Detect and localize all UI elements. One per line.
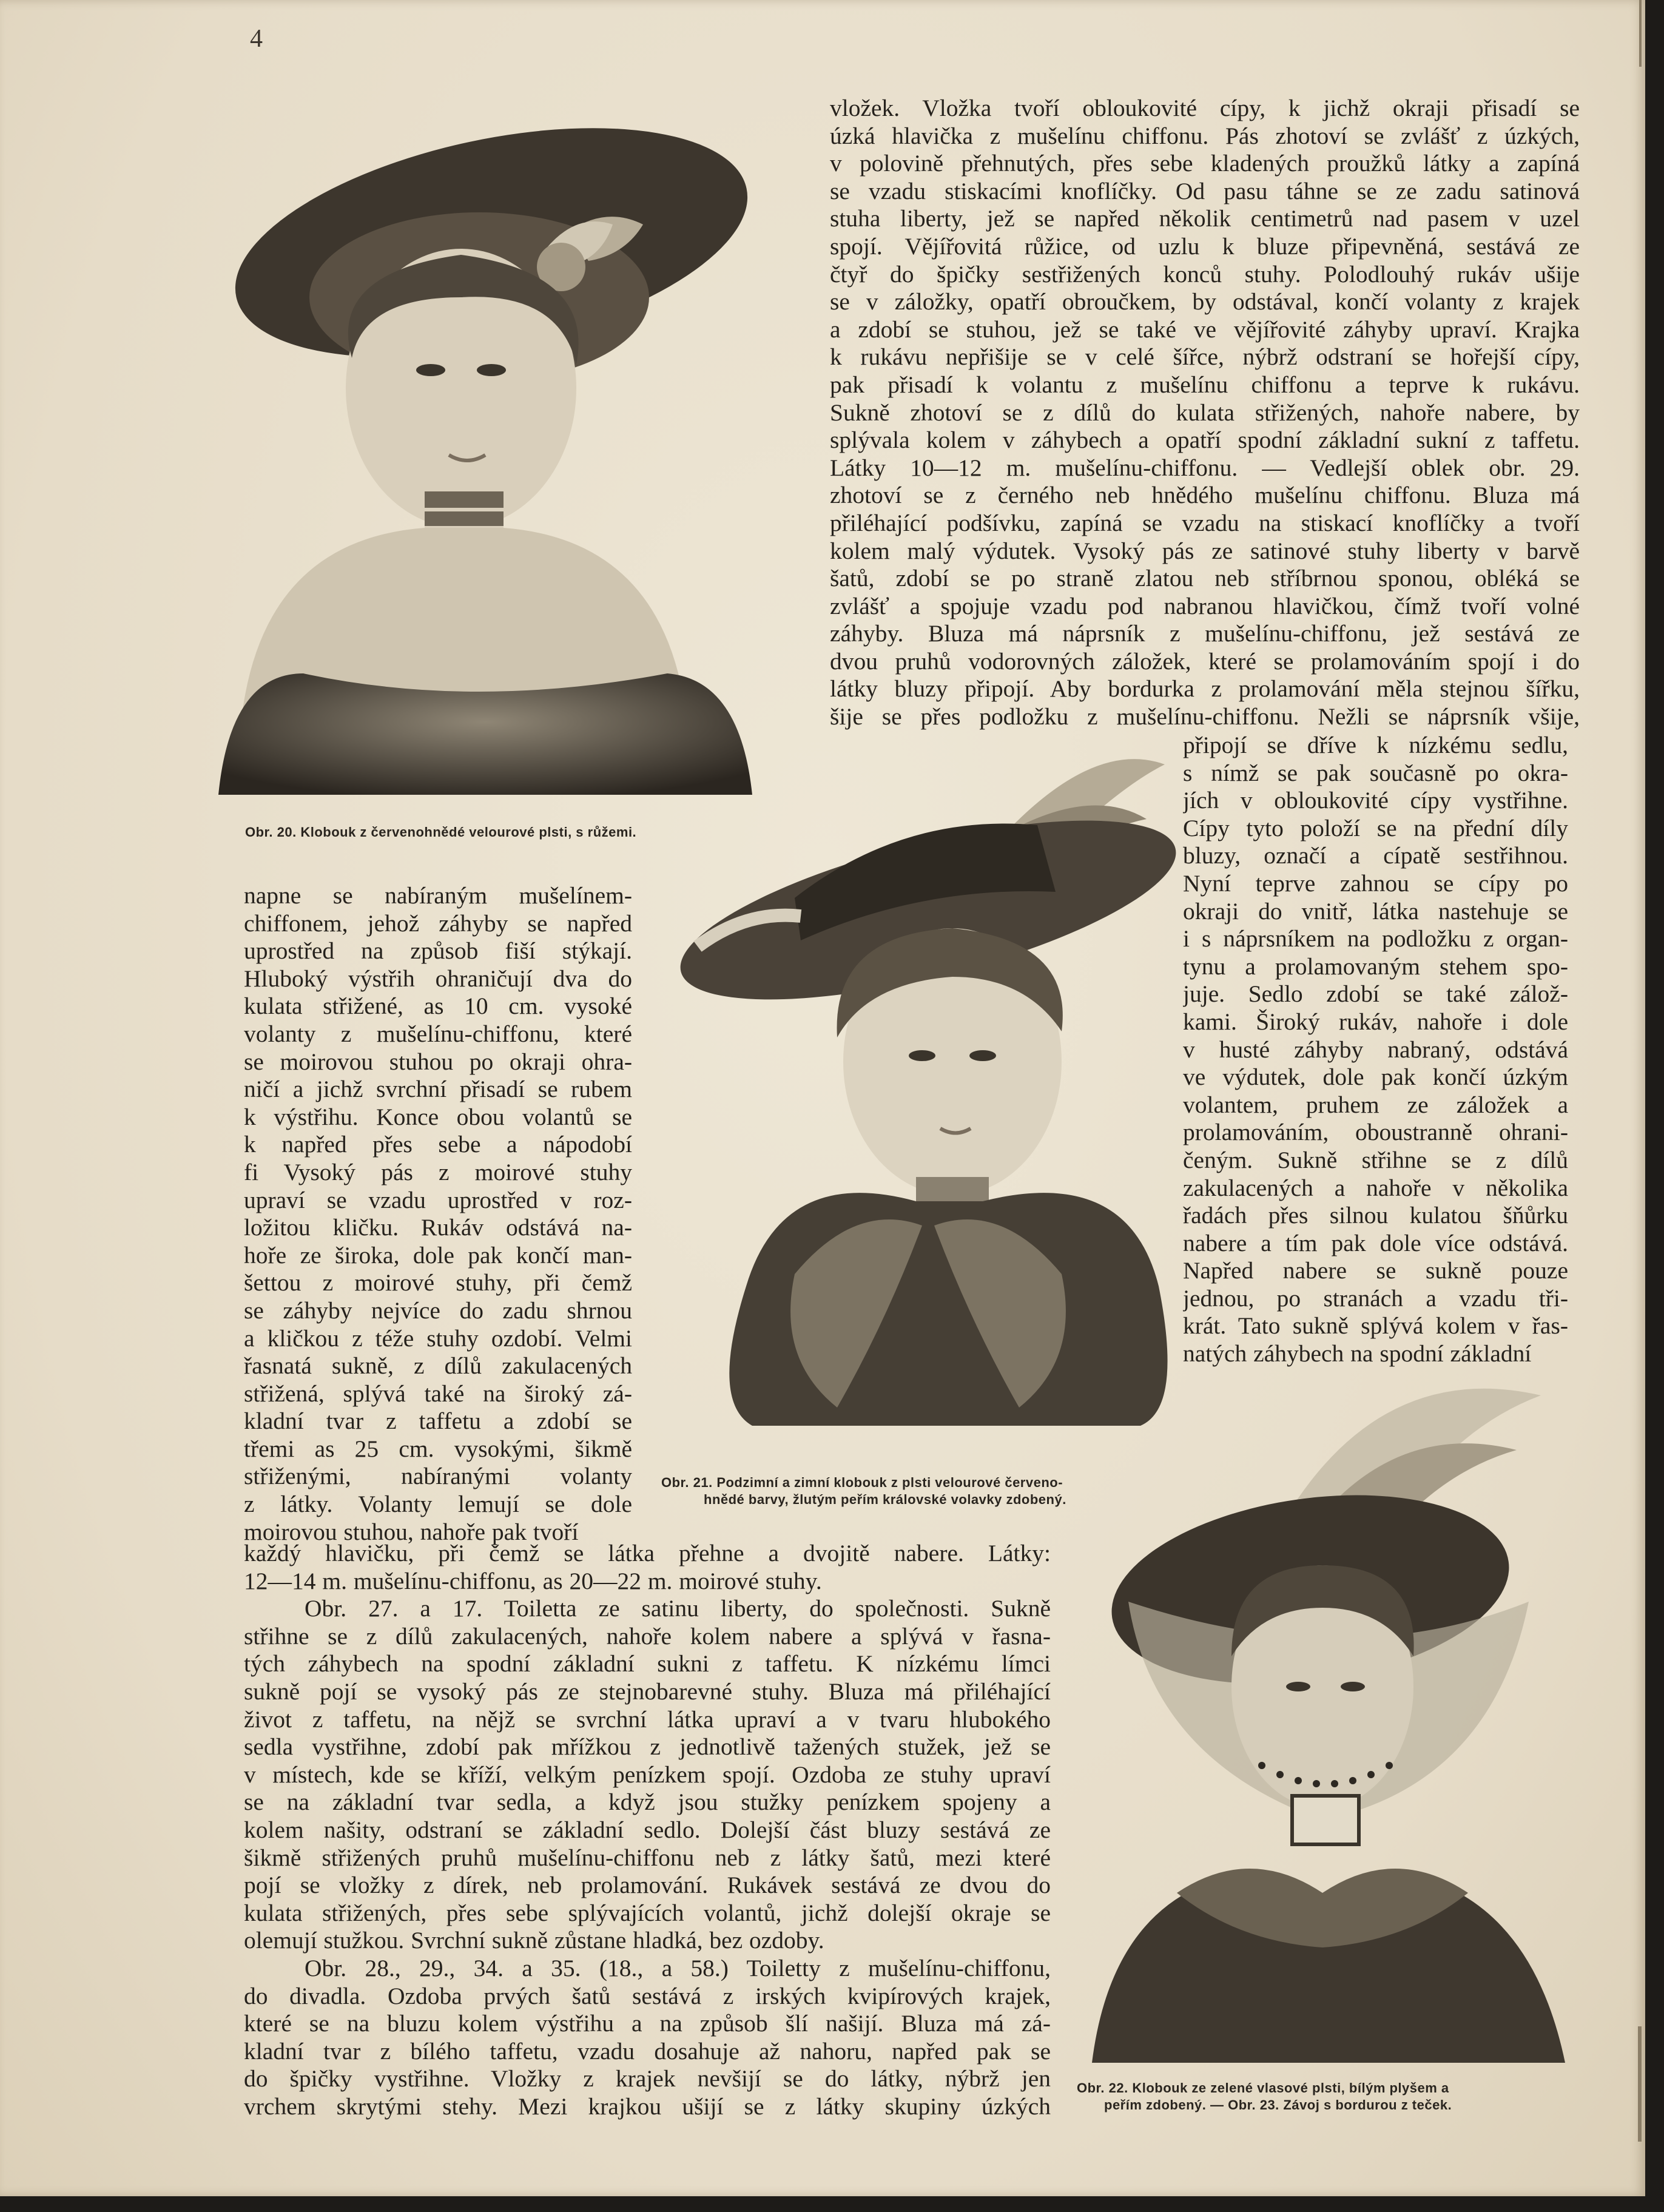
text-line: uprostřed na způsob fiší stýkají. (244, 937, 632, 965)
text-line: moirovou stuhou, nahoře pak tvoří (244, 1518, 579, 1545)
text-line: střižená, splývá také na široký zá- (244, 1380, 632, 1407)
figure-20-illustration (206, 103, 764, 795)
text-line: tynu a prolamovaným stehem spo- (1183, 953, 1568, 980)
text-line: kami. Široký rukáv, nahoře i dole (1183, 1008, 1568, 1035)
text-line: střihne se z dílů zakulacených, nahoře kolem nabere a splývá v řasna- (244, 1622, 1051, 1650)
text-line: bluzy, označí a cípatě sestřihnou. (1183, 842, 1568, 869)
text-line: Obr. 27. a 17. Toiletta ze satinu liberty, do společnosti. Sukně (305, 1595, 1051, 1622)
text-line: látky bluzy připojí. Aby bordurka z prolamování měla stejnou šířku, (830, 675, 1580, 703)
text-line: krát. Tato sukně splývá kolem v řas- (1183, 1312, 1568, 1340)
text-line: řadách přes silnou kulatou šňůrku (1183, 1202, 1568, 1229)
page-edge-mark (1639, 0, 1642, 67)
text-line: i s náprsníkem na podložku z organ- (1183, 925, 1568, 953)
text-line: čtyř do špičky sestřižených konců stuhy. Polodlouhý rukáv ušije (830, 260, 1580, 288)
text-line: přiléhající podšívku, zapíná se vzadu na stiskací knoflíčky a tvoří (830, 509, 1580, 536)
text-line: do divadla. Ozdoba prvých šatů sestává z irských kvipírových krajek, (244, 1982, 1051, 2009)
text-line: kladní tvar z taffetu a zdobí se (244, 1408, 632, 1435)
text-line: 12—14 m. mušelínu-chiffonu, as 20—22 m. moirové stuhy. (244, 1567, 822, 1594)
text-line: a kličkou z téže stuhy ozdobí. Velmi (244, 1324, 632, 1352)
text-line: se vzadu stiskacími knoflíčky. Od pasu táhne se ze zadu satinová (830, 177, 1580, 204)
text-line: šatů, zdobí se po straně zlatou neb stříbrnou sponou, obléká se (830, 565, 1580, 592)
text-line: Napřed nabere se sukně pouze (1183, 1257, 1568, 1284)
text-line: v polovině přehnutých, přes sebe kladených proužků látky a zapíná (830, 150, 1580, 177)
text-line: sedla vystřihne, zdobí pak mřížkou z jednotlivě tažených stužek, jež se (244, 1733, 1051, 1761)
text-line: chiffonem, jehož záhyby se napřed (244, 909, 632, 937)
text-line: fi Vysoký pás z moirové stuhy (244, 1158, 632, 1185)
text-line: se v záložky, opatří obroučkem, by odstával, končí volanty z krajek (830, 288, 1580, 315)
text-line: natých záhybech na spodní základní (1183, 1340, 1532, 1367)
text-line: volanty z mušelínu-chiffonu, které (244, 1020, 632, 1047)
figure-22-caption-line1: Obr. 22. Klobouk ze zelené vlasové plsti, bílým plyšem a (1077, 2080, 1449, 2096)
text-line: jednou, po stranách a vzadu tři- (1183, 1284, 1568, 1312)
text-line: kolem našity, odstraní se základní sedlo. Dolejší část bluzy sestává ze (244, 1816, 1051, 1843)
text-line: řasnatá sukně, z dílů zakulacených (244, 1352, 632, 1380)
text-line: zhotoví se z černého neb hnědého mušelínu chiffonu. Bluza má (830, 482, 1580, 509)
text-line: Nyní teprve zahnou se cípy po (1183, 869, 1568, 897)
text-line: sukně pojí se vysoký pás ze stejnobarevné stuhy. Bluza má přiléhající (244, 1678, 1051, 1705)
text-line: se záhyby nejvíce do zadu shrnou (244, 1297, 632, 1324)
text-line: napne se nabíraným mušelínem- (244, 882, 632, 909)
text-line: každý hlavičku, při čemž se látka přehne a dvojitě nabere. Látky: (244, 1540, 1051, 1566)
text-line: k výstřihu. Konce obou volantů se (244, 1103, 632, 1130)
text-line: kulata střižených, přes sebe splývajících volantů, jichž dolejší okraje se (244, 1899, 1051, 1926)
text-line: upraví se vzadu uprostřed v roz- (244, 1186, 632, 1213)
text-line: šettou z moirové stuhy, při čemž (244, 1269, 632, 1297)
text-line: zvlášť a spojuje vzadu pod nabranou hlavičkou, čímž tvoří volné (830, 592, 1580, 619)
text-line: Látky 10—12 m. mušelínu-chiffonu. — Vedlejší oblek obr. 29. (830, 454, 1580, 481)
text-line: z látky. Volanty lemují se dole (244, 1491, 632, 1518)
figure-21-caption-line2: hnědé barvy, žlutým peřím královské volavky zdobený. (704, 1492, 1066, 1507)
text-line: k rukávu nepřišije se v celé šířce, nýbrž odstraní se hořejší cípy, (830, 343, 1580, 371)
text-line: splývala kolem v záhybech a opatří spodní základní sukní z taffetu. (830, 427, 1580, 454)
text-line: dvou pruhů vodorovných záložek, které se prolamováním spojí i do (830, 647, 1580, 675)
text-line: úzká hlavička z mušelínu chiffonu. Pás zhotoví se zvlášť z úzkých, (830, 122, 1580, 149)
text-column-top-right (830, 95, 1580, 731)
text-line: ničí a jichž svrchní přisadí se rubem (244, 1076, 632, 1103)
text-line: Hluboký výstřih ohraničují dva do (244, 965, 632, 992)
text-column-bottom-left (244, 1540, 1051, 2120)
text-line: v husté záhyby nabraný, odstává (1183, 1036, 1568, 1063)
text-line: ve výdutek, dole pak končí úzkým (1183, 1064, 1568, 1091)
text-line: se na základní tvar sedla, a když jsou stužky penízkem spojeny a (244, 1789, 1051, 1816)
text-line: záhyby. Bluza má náprsník z mušelínu-chiffonu, jež sestává ze (830, 620, 1580, 647)
text-line: Sukně zhotoví se z dílů do kulata střižených, nahoře nabere, by (830, 399, 1580, 426)
figure-21-caption-line1: Obr. 21. Podzimní a zimní klobouk z plsti velourové červeno- (661, 1475, 1063, 1490)
text-line: připojí se dříve k nízkému sedlu, (1183, 732, 1568, 758)
text-line: jích v obloukovité cípy vystřihne. (1183, 787, 1568, 814)
figure-22-caption-line2: peřím zdobený. — Obr. 23. Závoj s bordurou z teček. (1104, 2097, 1452, 2113)
woman-in-large-velour-hat-with-roses-icon (206, 103, 764, 795)
figure-22-illustration (1080, 1371, 1577, 2063)
text-line: třemi as 25 cm. vysokými, šikmě (244, 1435, 632, 1462)
text-line: šikmě střižených pruhů mušelínu-chiffonu neb z látky šatů, mezi které (244, 1844, 1051, 1871)
text-line: kladní tvar z bílého taffetu, vzadu dosahuje až nahoru, napřed pak se (244, 2037, 1051, 2065)
woman-in-hat-with-veil-and-plume-icon (1080, 1371, 1577, 2063)
text-line: se moirovou stuhou po okraji ohra- (244, 1048, 632, 1075)
text-line: volantem, pruhem ze záložek a (1183, 1091, 1568, 1118)
text-line: stuha liberty, jež se napřed několik centimetrů nad pasem v uzel (830, 205, 1580, 232)
text-line: v místech, kde se kříží, velkým penízkem spojí. Ozdoba ze stuhy upraví (244, 1761, 1051, 1788)
text-line: život z taffetu, na nějž se svrchní látka upraví a v tvaru hlubokého (244, 1705, 1051, 1733)
woman-in-feathered-hat-with-fur-collar-icon (673, 752, 1183, 1426)
text-line: které se na bluzu kolem výstřihu a na způsob šlí našijí. Bluza má zá- (244, 2010, 1051, 2037)
text-line: okraji do vnitř, látka nastehuje se (1183, 897, 1568, 925)
figure-20-caption: Obr. 20. Klobouk z červenohnědé velourové plsti, s růžemi. (245, 824, 637, 840)
text-line: čeným. Sukně střihne se z dílů (1183, 1146, 1568, 1173)
text-line: kolem malý výdutek. Vysoký pás ze satinové stuhy liberty v barvě (830, 537, 1580, 564)
text-line: Obr. 28., 29., 34. a 35. (18., a 58.) Toiletty z mušelínu-chiffonu, (305, 1954, 1051, 1981)
text-line: zakulacených a nahoře v několika (1183, 1174, 1568, 1201)
text-line: vrchem skrytými stehy. Mezi krajkou ušijí se z látky skupiny úzkých (244, 2092, 1051, 2120)
text-line: pojí se vložky z dírek, neb prolamování. Rukávek sestává ze dvou do (244, 1872, 1051, 1899)
text-line: olemují stužkou. Svrchní sukně zůstane hladká, bez ozdoby. (244, 1927, 824, 1954)
text-line: s nímž se pak současně po okra- (1183, 759, 1568, 786)
text-line: k napřed přes sebe a nápodobí (244, 1131, 632, 1158)
text-line: ložitou kličku. Rukáv odstává na- (244, 1214, 632, 1241)
text-line: pak přisadí k volantu z mušelínu chiffonu a teprve k rukávu. (830, 371, 1580, 398)
text-line: střiženými, nabíranými volanty (244, 1463, 632, 1490)
text-line: juje. Sedlo zdobí se také zálož- (1183, 980, 1568, 1008)
text-line: šije se přes podložku z mušelínu-chiffonu. Nežli se náprsník všije, (830, 703, 1580, 730)
text-line: spojí. Vějířovitá růžice, od uzlu k bluze připevněná, sestává ze (830, 232, 1580, 260)
text-line: a zdobí se stuhou, jež se také ve vějířovité záhyby upraví. Krajka (830, 315, 1580, 343)
text-column-left-narrow (244, 882, 632, 1546)
text-column-right-narrow (1183, 732, 1568, 1368)
text-line: hoře ze široka, dole pak končí man- (244, 1241, 632, 1269)
page-number: 4 (250, 25, 263, 53)
text-line: do špičky vystřihne. Vložky z krajek nevšijí se do látky, nýbrž jen (244, 2065, 1051, 2092)
text-line: Cípy tyto položí se na přední díly (1183, 814, 1568, 841)
text-line: prolamováním, oboustranně ohrani- (1183, 1119, 1568, 1146)
page-edge-mark (1638, 2026, 1642, 2142)
figure-21-illustration (673, 752, 1183, 1426)
text-line: tých záhybech na spodní základní sukni z taffetu. K nízkému límci (244, 1650, 1051, 1678)
text-line: nabere a tím pak dole více odstává. (1183, 1229, 1568, 1256)
text-line: kulata střižené, as 10 cm. vysoké (244, 993, 632, 1020)
text-line: vložek. Vložka tvoří obloukovité cípy, k jichž okraji přisadí se (830, 95, 1580, 121)
